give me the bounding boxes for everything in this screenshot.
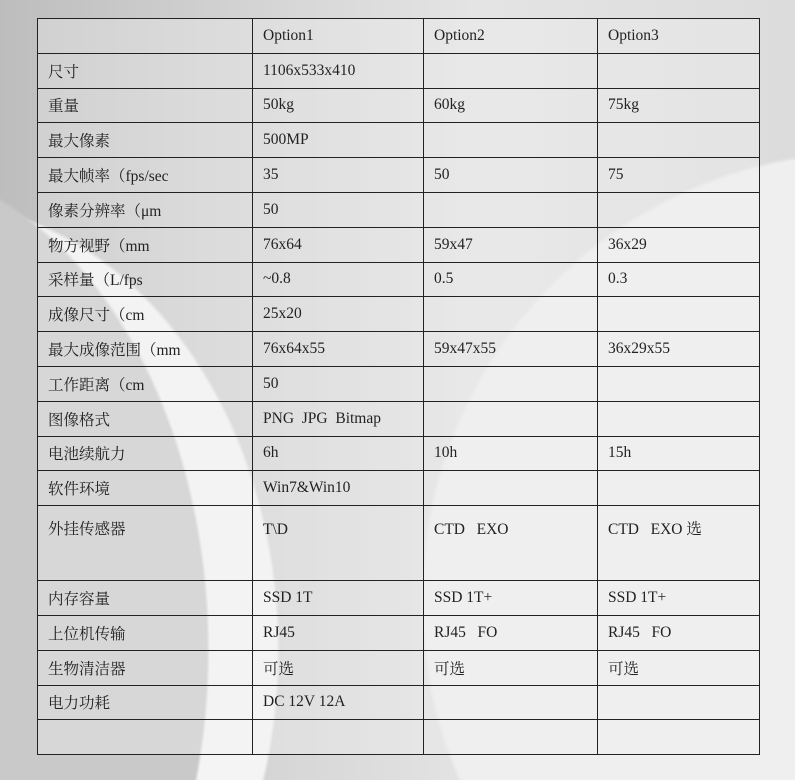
table-cell xyxy=(598,366,760,401)
table-row xyxy=(38,332,760,367)
table-cell: 可选 xyxy=(424,650,598,685)
table-cell: 60kg xyxy=(424,88,598,123)
table-row xyxy=(38,123,760,158)
row-label: 成像尺寸（cm xyxy=(38,297,253,332)
table-cell xyxy=(598,401,760,436)
table-cell xyxy=(598,192,760,227)
table-cell: CTD EXO xyxy=(424,506,598,581)
table-cell xyxy=(424,471,598,506)
row-label: 电力功耗 xyxy=(38,685,253,720)
table-cell: 50kg xyxy=(253,88,424,123)
table-cell: 35 xyxy=(253,158,424,193)
table-row xyxy=(38,650,760,685)
table-row xyxy=(38,506,760,581)
row-label: 上位机传输 xyxy=(38,615,253,650)
table-cell: RJ45 xyxy=(253,615,424,650)
table-cell xyxy=(598,685,760,720)
table-cell: 15h xyxy=(598,436,760,471)
table-cell xyxy=(424,401,598,436)
table-cell xyxy=(598,53,760,88)
table-cell xyxy=(598,297,760,332)
table-cell: SSD 1T+ xyxy=(598,581,760,616)
row-label: 最大帧率（fps/sec xyxy=(38,158,253,193)
row-label xyxy=(38,720,253,755)
row-label: 物方视野（mm xyxy=(38,227,253,262)
table-cell: 59x47 xyxy=(424,227,598,262)
table-row xyxy=(38,262,760,297)
table-cell: PNG JPG Bitmap xyxy=(253,401,424,436)
header-cell: Option3 xyxy=(598,19,760,54)
table-header-row xyxy=(38,19,760,54)
table-cell xyxy=(424,685,598,720)
table-cell xyxy=(598,471,760,506)
table-cell: SSD 1T xyxy=(253,581,424,616)
table-cell: ~0.8 xyxy=(253,262,424,297)
row-label: 重量 xyxy=(38,88,253,123)
row-label: 生物清洁器 xyxy=(38,650,253,685)
table-row xyxy=(38,685,760,720)
table-cell xyxy=(598,720,760,755)
table-cell: 500MP xyxy=(253,123,424,158)
table-cell: SSD 1T+ xyxy=(424,581,598,616)
table-cell xyxy=(424,53,598,88)
table-row xyxy=(38,615,760,650)
table-cell xyxy=(253,720,424,755)
table-row xyxy=(38,297,760,332)
table-row xyxy=(38,436,760,471)
table-cell: 36x29 xyxy=(598,227,760,262)
table-cell: 50 xyxy=(253,192,424,227)
row-label: 工作距离（cm xyxy=(38,366,253,401)
row-label: 最大成像范围（mm xyxy=(38,332,253,367)
table-cell xyxy=(598,123,760,158)
table-cell: 10h xyxy=(424,436,598,471)
table-cell: 可选 xyxy=(598,650,760,685)
row-label: 外挂传感器 xyxy=(38,506,253,581)
table-row xyxy=(38,227,760,262)
table-row xyxy=(38,366,760,401)
row-label: 尺寸 xyxy=(38,53,253,88)
table-cell: 可选 xyxy=(253,650,424,685)
table-cell: RJ45 FO xyxy=(598,615,760,650)
table-row xyxy=(38,581,760,616)
row-label: 最大像素 xyxy=(38,123,253,158)
header-cell xyxy=(38,19,253,54)
table-cell: 0.3 xyxy=(598,262,760,297)
table-cell: T\D xyxy=(253,506,424,581)
row-label: 电池续航力 xyxy=(38,436,253,471)
table-cell: 75 xyxy=(598,158,760,193)
table-cell xyxy=(424,192,598,227)
header-cell: Option1 xyxy=(253,19,424,54)
row-label: 图像格式 xyxy=(38,401,253,436)
row-label: 像素分辨率（μm xyxy=(38,192,253,227)
table-cell xyxy=(424,366,598,401)
table-cell: DC 12V 12A xyxy=(253,685,424,720)
table-row xyxy=(38,158,760,193)
table-cell xyxy=(424,297,598,332)
table-row xyxy=(38,471,760,506)
table-cell: 76x64x55 xyxy=(253,332,424,367)
table-cell: Win7&Win10 xyxy=(253,471,424,506)
row-label: 采样量（L/fps xyxy=(38,262,253,297)
table-cell: 1106x533x410 xyxy=(253,53,424,88)
table-row xyxy=(38,401,760,436)
table-cell: 36x29x55 xyxy=(598,332,760,367)
table-row xyxy=(38,192,760,227)
table-cell: RJ45 FO xyxy=(424,615,598,650)
table-cell: 50 xyxy=(253,366,424,401)
table-cell xyxy=(424,720,598,755)
table-cell: 59x47x55 xyxy=(424,332,598,367)
table-row xyxy=(38,720,760,755)
header-cell: Option2 xyxy=(424,19,598,54)
table-cell: 50 xyxy=(424,158,598,193)
spec-comparison-table xyxy=(37,18,760,755)
table-cell: CTD EXO 选 xyxy=(598,506,760,581)
table-cell: 25x20 xyxy=(253,297,424,332)
table-row xyxy=(38,53,760,88)
table-cell: 76x64 xyxy=(253,227,424,262)
table-cell: 6h xyxy=(253,436,424,471)
table-cell: 75kg xyxy=(598,88,760,123)
row-label: 内存容量 xyxy=(38,581,253,616)
table-row xyxy=(38,88,760,123)
table-cell xyxy=(424,123,598,158)
row-label: 软件环境 xyxy=(38,471,253,506)
table-cell: 0.5 xyxy=(424,262,598,297)
